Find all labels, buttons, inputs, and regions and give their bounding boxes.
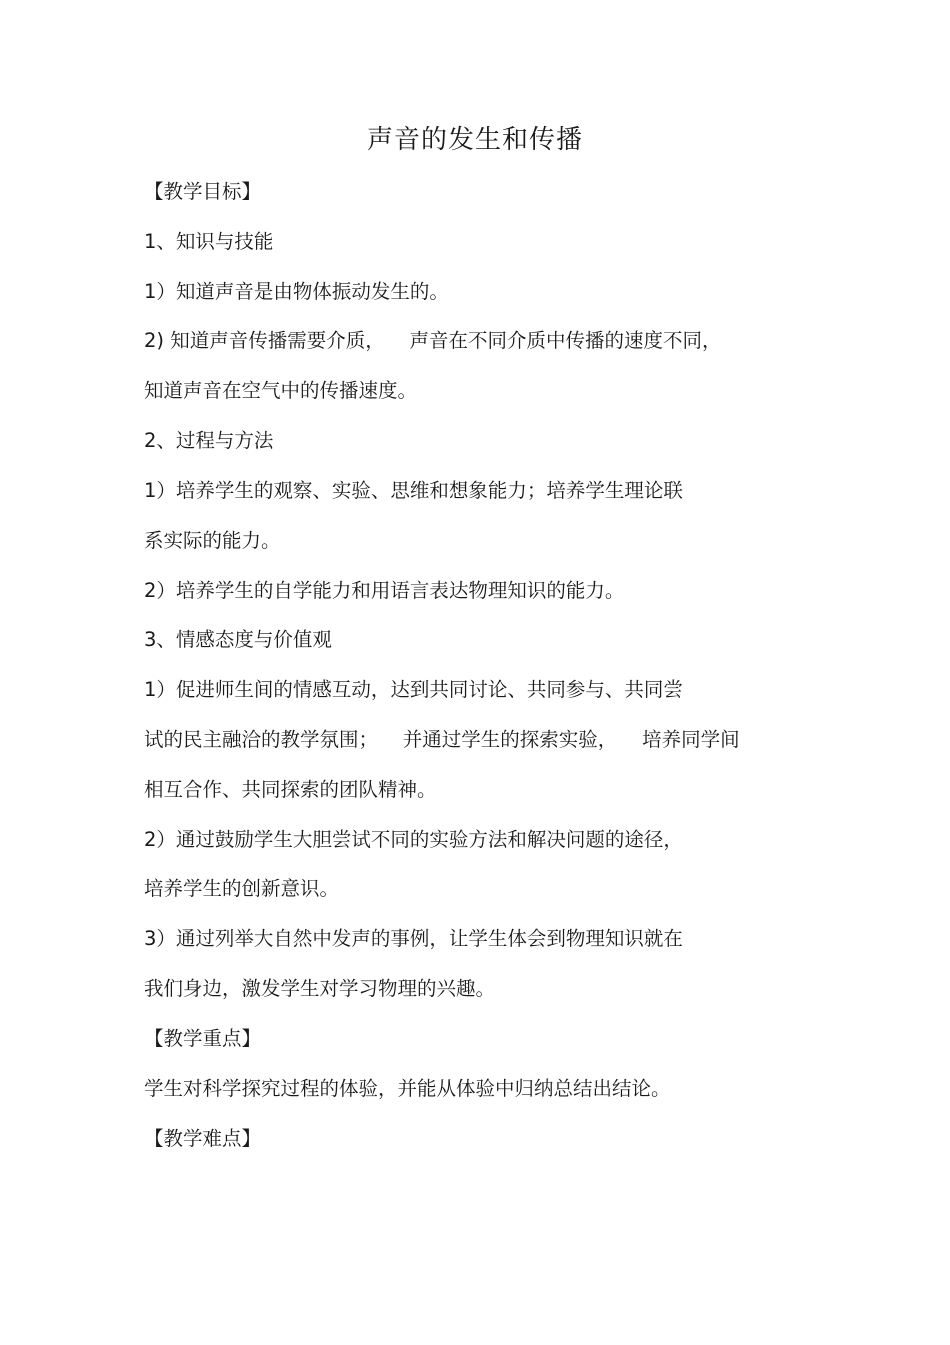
text-line: 我们身边，激发学生对学习物理的兴趣。	[144, 977, 496, 1000]
text-line: 相互合作、共同探索的团队精神。	[144, 778, 437, 801]
subsection-heading-knowledge-skills: 1、知识与技能	[144, 230, 274, 253]
section-heading-teaching-objectives: 【教学目标】	[144, 180, 262, 203]
document-title: 声音的发生和传播	[366, 125, 583, 155]
subsection-heading-attitudes-values: 3、情感态度与价值观	[144, 628, 332, 651]
text-line: 2）培养学生的自学能力和用语言表达物理知识的能力。	[144, 579, 625, 602]
text-line: 知道声音在空气中的传播速度。	[144, 379, 418, 402]
section-heading-difficulties: 【教学难点】	[144, 1127, 262, 1150]
text-line: 培养学生的创新意识。	[144, 877, 340, 900]
section-heading-key-points: 【教学重点】	[144, 1027, 262, 1050]
text-line: 1）知道声音是由物体振动发生的。	[144, 280, 449, 303]
text-line: 2）通过鼓励学生大胆尝试不同的实验方法和解决问题的途径，	[144, 828, 683, 851]
text-line: 3）通过列举大自然中发声的事例，让学生体会到物理知识就在	[144, 927, 683, 950]
text-line: 学生对科学探究过程的体验，并能从体验中归纳总结出结论。	[144, 1077, 671, 1100]
text-line: 1）促进师生间的情感互动，达到共同讨论、共同参与、共同尝	[144, 678, 683, 701]
text-line: 试的民主融洽的教学氛围； 并通过学生的探索实验， 培养同学间	[144, 728, 740, 751]
text-line: 系实际的能力。	[144, 529, 281, 552]
text-line: 2) 知道声音传播需要介质， 声音在不同介质中传播的速度不同，	[144, 329, 722, 352]
subsection-heading-process-methods: 2、过程与方法	[144, 429, 274, 452]
text-line: 1）培养学生的观察、实验、思维和想象能力；培养学生理论联	[144, 479, 683, 502]
